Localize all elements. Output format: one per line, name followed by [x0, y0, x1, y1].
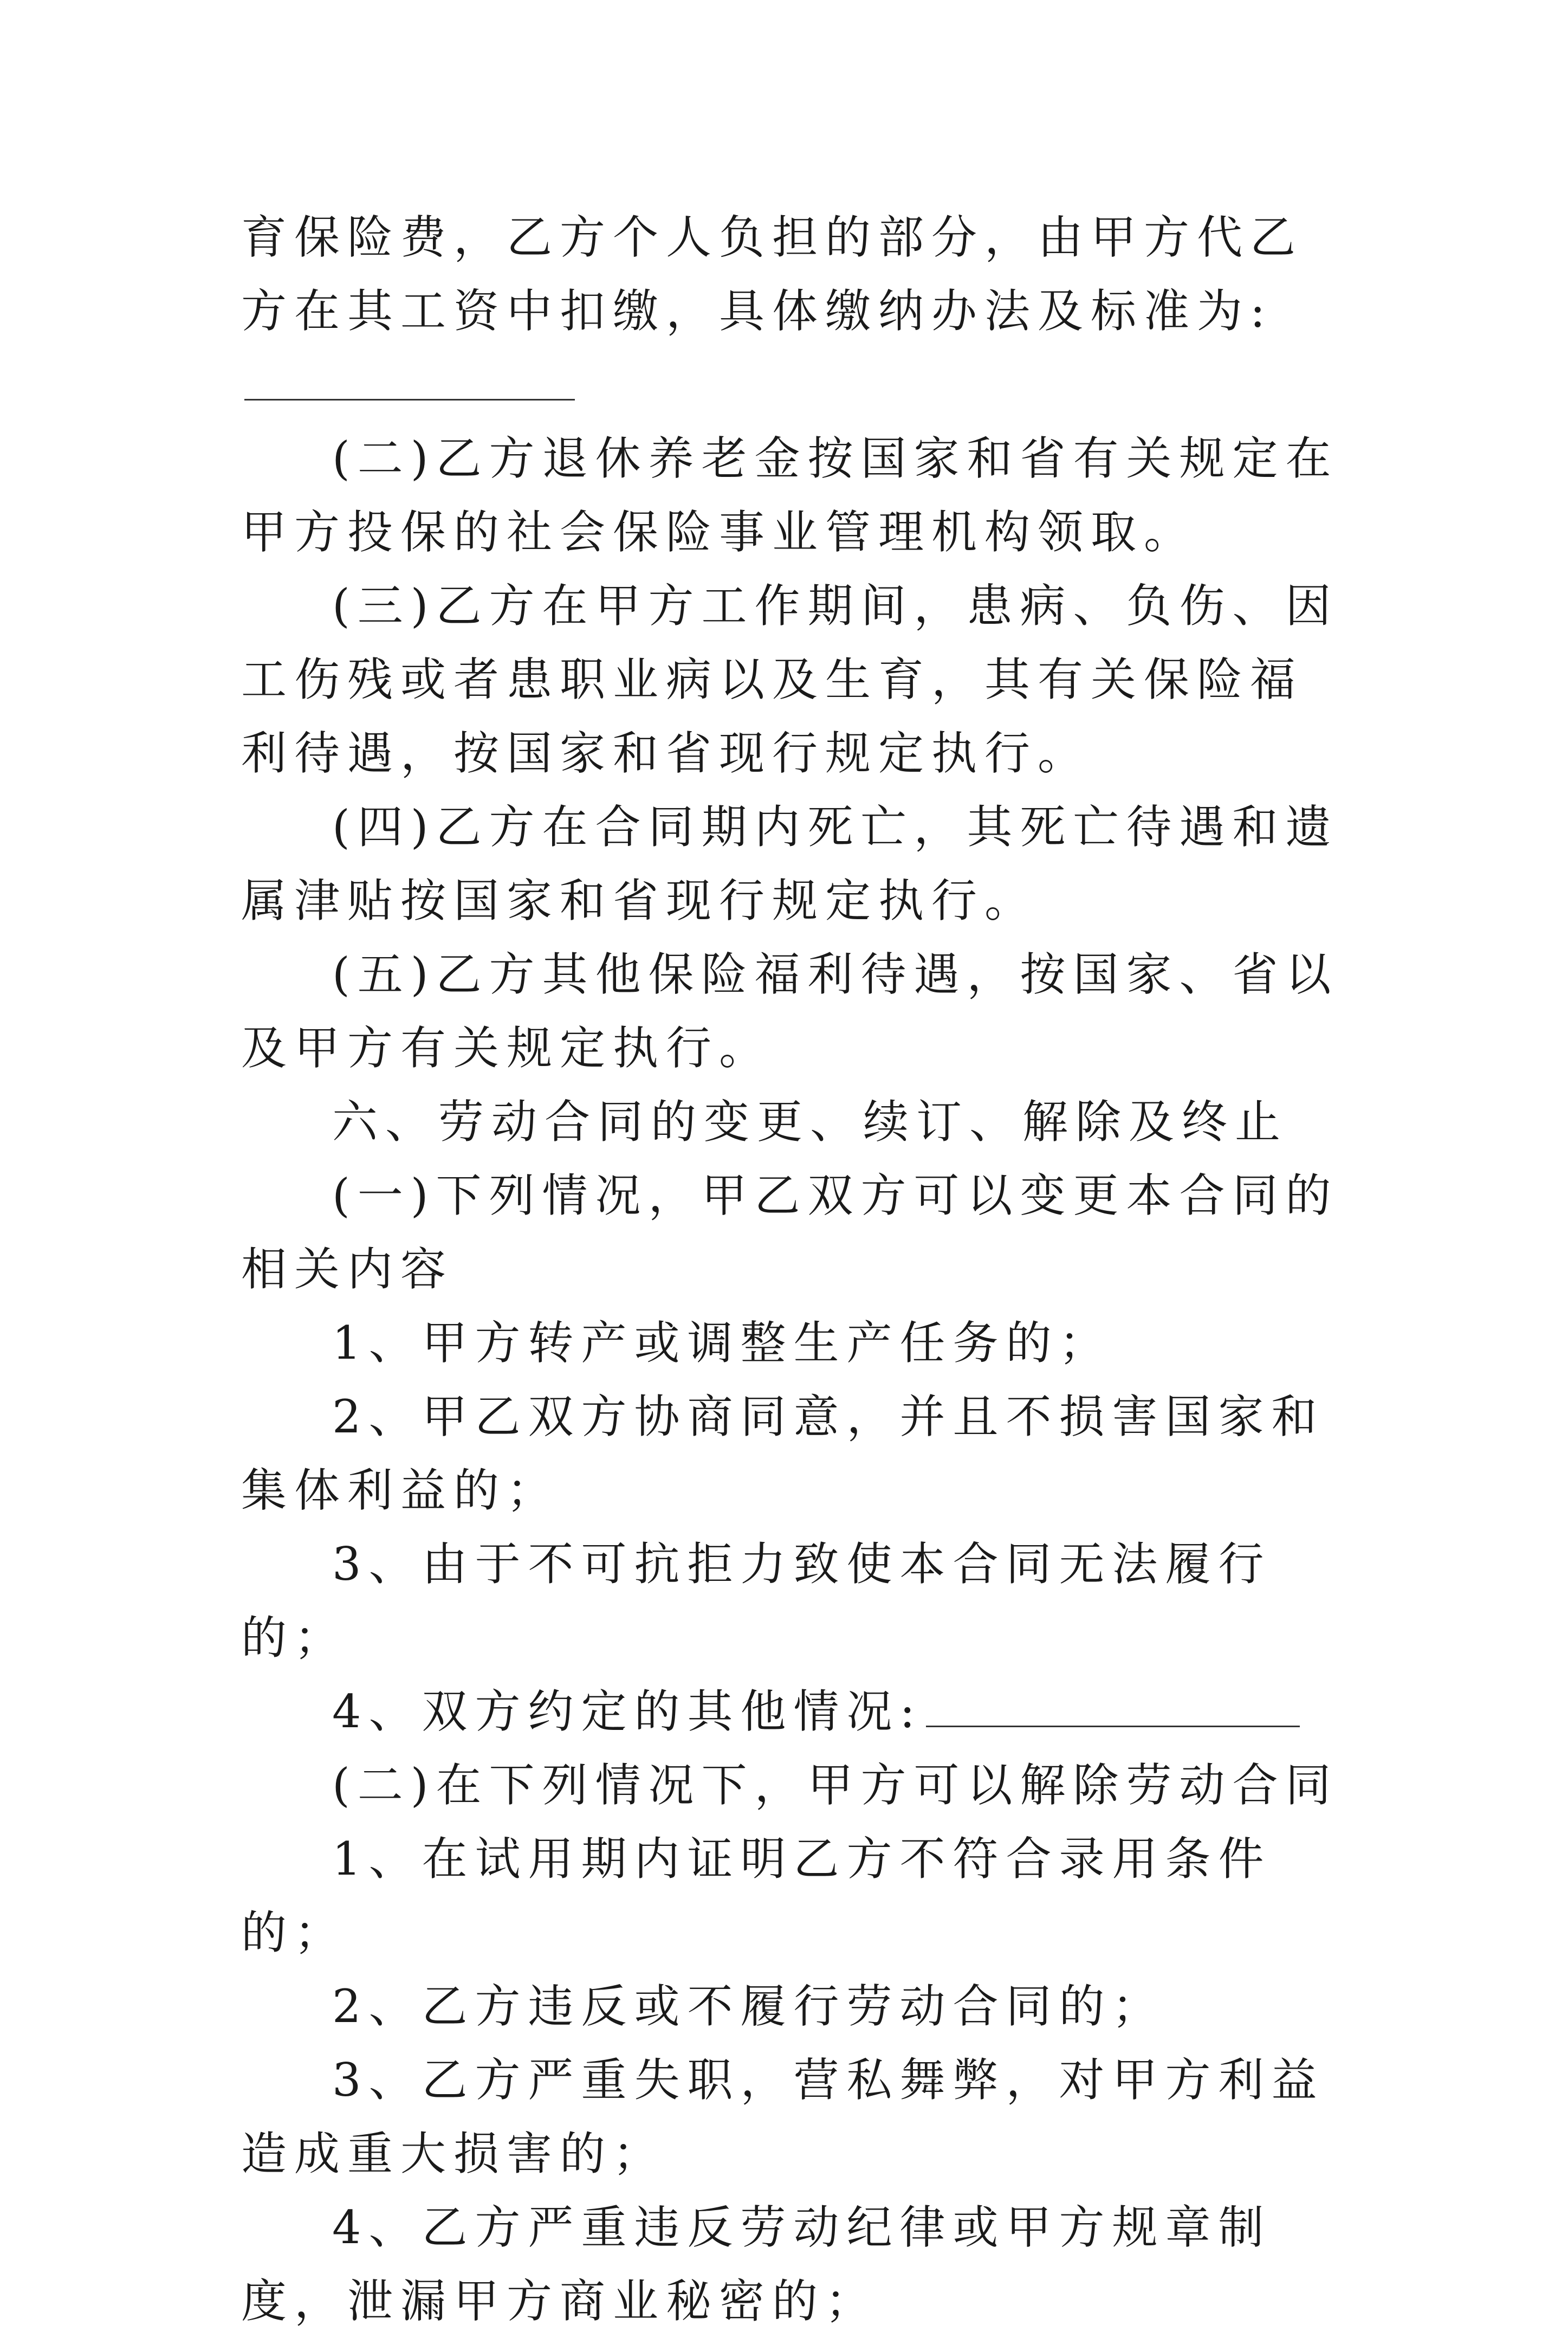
list-item-8: 4、乙方严重违反劳动纪律或甲方规章制度，泄漏甲方商业秘密的；	[241, 2201, 1272, 2328]
list-item-6: 2、乙方违反或不履行劳动合同的；	[332, 1980, 1165, 2033]
list-item-3: 3、由于不可抗拒力致使本合同无法履行的；	[241, 1538, 1272, 1664]
section-heading-6: 六、劳动合同的变更、续订、解除及终止	[332, 1095, 1288, 1148]
fill-in-blank-2	[926, 1688, 1300, 1727]
list-item-2: 2、甲乙双方协商同意，并且不损害国家和集体利益的；	[241, 1390, 1325, 1517]
paragraph-5: (五)乙方其他保险福利待遇，按国家、省以及甲方有关规定执行。	[241, 948, 1339, 1075]
list-item-1: 1、甲方转产或调整生产任务的；	[332, 1316, 1112, 1370]
list-item-7: 3、乙方严重失职，营私舞弊，对甲方利益造成重大损害的；	[241, 2053, 1325, 2180]
paragraph-7: (一)下列情况，甲乙双方可以变更本合同的相关内容	[241, 1169, 1339, 1296]
paragraph-3: (三)乙方在甲方工作期间，患病、负伤、因工伤残或者患职业病以及生育，其有关保险福利待遇，按国家和省现行规定执行。	[241, 579, 1339, 780]
paragraph-12: (二)在下列情况下，甲方可以解除劳动合同	[332, 1759, 1339, 1812]
document-body	[241, 201, 1341, 2338]
paragraph-4: (四)乙方在合同期内死亡，其死亡待遇和遗属津贴按国家和省现行规定执行。	[241, 800, 1339, 927]
list-item-4: 4、双方约定的其他情况:	[241, 1675, 1341, 1748]
fill-in-blank-1	[244, 361, 575, 401]
list-item-5: 1、在试用期内证明乙方不符合录用条件的；	[241, 1832, 1272, 1959]
paragraph-2: (二)乙方退休养老金按国家和省有关规定在甲方投保的社会保险事业管理机构领取。	[241, 432, 1339, 559]
paragraph-1: 育保险费，乙方个人负担的部分，由甲方代乙方在其工资中扣缴，具体缴纳办法及标准为:	[241, 201, 1341, 422]
